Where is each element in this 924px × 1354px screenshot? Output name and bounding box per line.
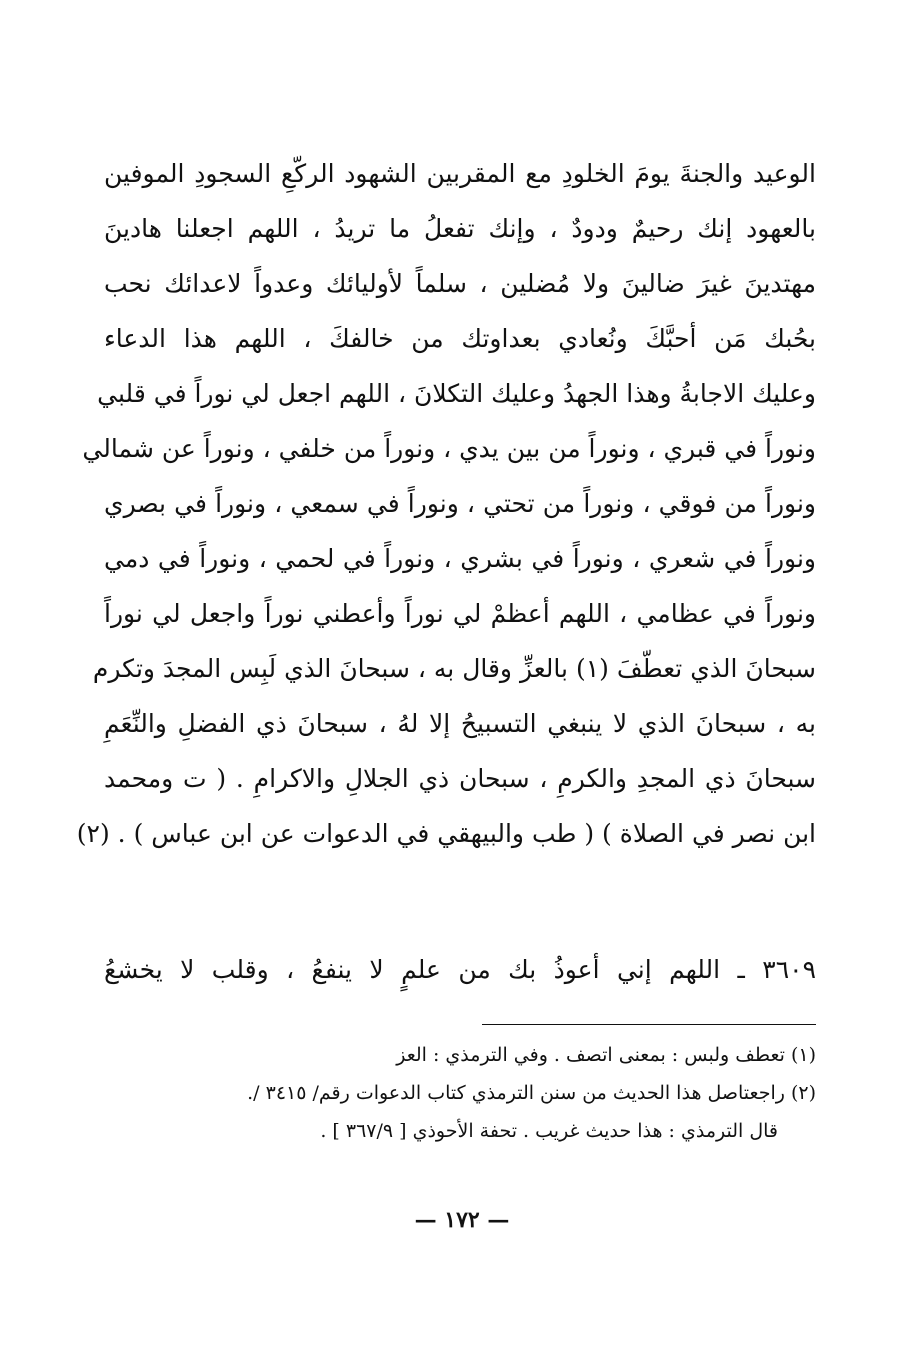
text-line: مهتدينَ غيرَ ضالينَ ولا مُضلين ، سلماً لأوليائك وعدواً لاعدائك نحب <box>104 269 816 298</box>
text-line: ونوراً من فوقي ، ونوراً من تحتي ، ونوراً في سمعي ، ونوراً في بصري <box>104 489 816 518</box>
footnote-2-continuation: قال الترمذي : هذا حديث غريب . تحفة الأحوذي [ ٣٦٧/٩ ] . <box>320 1120 778 1142</box>
main-text-block <box>76 146 816 861</box>
hadith-line: ٣٦٠٩ ـ اللهم إني أعوذُ بك من علمٍ لا ينفعُ ، وقلب لا يخشعُ <box>104 955 816 984</box>
page-number: — ١٧٢ — <box>414 1207 510 1233</box>
hadith-start-block <box>104 942 816 997</box>
text-line: سبحانَ ذي المجدِ والكرمِ ، سبحان ذي الجلالِ والاكرامِ . ( ت ومحمد <box>104 764 816 793</box>
text-line: بالعهود إنك رحيمٌ ودودٌ ، وإنك تفعلُ ما تريدُ ، اللهم اجعلنا هادينَ <box>104 214 816 243</box>
footnotes-block <box>104 1036 816 1150</box>
text-line: بحُبك مَن أحبَّكَ ونُعادي بعداوتك من خالفكَ ، اللهم هذا الدعاء <box>104 324 816 353</box>
footnote-1: (١) تعطف ولبس : بمعنى اتصف . وفي الترمذي : العز <box>396 1044 816 1066</box>
text-line: ابن نصر في الصلاة ) ( طب والبيهقي في الدعوات عن ابن عباس ) . (٢) <box>76 819 816 848</box>
text-line: سبحانَ الذي تعطّفَ (١) بالعزِّ وقال به ، سبحانَ الذي لَبِس المجدَ وتكرم <box>92 654 816 683</box>
text-line: ونوراً في شعري ، ونوراً في بشري ، ونوراً في لحمي ، ونوراً في دمي <box>104 544 816 573</box>
text-line: به ، سبحانَ الذي لا ينبغي التسبيحُ إلا لهُ ، سبحانَ ذي الفضلِ والنِّعَمِ <box>104 709 816 738</box>
text-line: الوعيد والجنةَ يومَ الخلودِ مع المقربين الشهود الركّعِ السجودِ الموفين <box>104 159 816 188</box>
footnote-divider <box>482 1024 816 1025</box>
footnote-2: (٢) راجعتاصل هذا الحديث من سنن الترمذي كتاب الدعوات رقم/ ٣٤١٥ /. <box>247 1082 816 1104</box>
text-line: ونوراً في عظامي ، اللهم أعظمْ لي نوراً وأعطني نوراً واجعل لي نوراً <box>104 599 816 628</box>
text-line: وعليك الاجابةُ وهذا الجهدُ وعليك التكلانَ ، اللهم اجعل لي نوراً في قلبي <box>97 379 816 408</box>
text-line: ونوراً في قبري ، ونوراً من بين يدي ، ونوراً من خلفي ، ونوراً عن شمالي <box>82 434 816 463</box>
